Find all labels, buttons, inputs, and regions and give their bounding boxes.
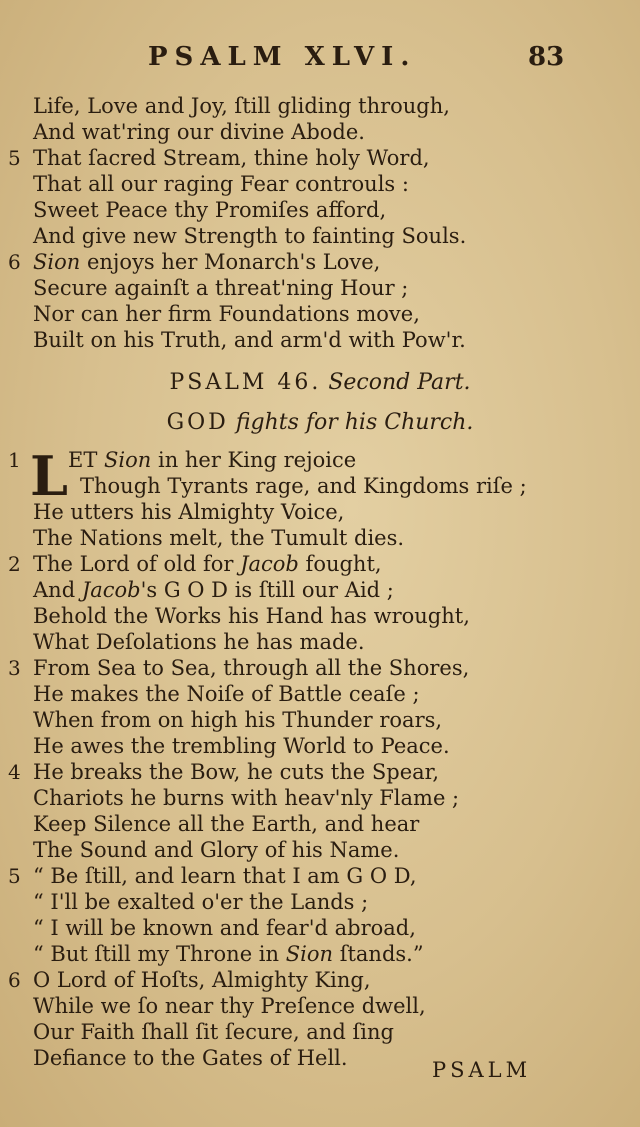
verse-line xyxy=(0,249,640,275)
line-text: He makes the Noiſe of Battle ceaſe ; xyxy=(33,682,420,706)
verse-line xyxy=(0,785,640,811)
verse-line xyxy=(0,707,640,733)
verse-line xyxy=(0,967,640,993)
line-text xyxy=(33,551,382,577)
verse-line xyxy=(0,499,640,525)
line-text: He breaks the Bow, he cuts the Spear, xyxy=(33,760,440,784)
line-rest: in her King rejoice xyxy=(151,448,357,472)
line-text: “ I will be known and fear'd abroad, xyxy=(33,916,416,940)
line-rest: fought, xyxy=(298,552,382,576)
verse-number: 6 xyxy=(8,968,21,992)
line-text: Built on his Truth, and arm'd with Pow'r. xyxy=(33,328,466,352)
line-text: Life, Love and Joy, ſtill gliding through, xyxy=(33,94,450,118)
verse-line xyxy=(0,525,640,551)
line-text xyxy=(33,941,424,967)
section-subheading xyxy=(0,405,640,441)
line-start: The Lord of old for xyxy=(33,552,241,576)
line-text: Secure againſt a threat'ning Hour ; xyxy=(33,276,409,300)
verse-line xyxy=(0,629,640,655)
line-text: Though Tyrants rage, and Kingdoms riſe ; xyxy=(80,474,527,498)
catchword: PSALM xyxy=(432,1058,532,1082)
verse-number: 6 xyxy=(8,250,21,274)
line-text: The Nations melt, the Tumult dies. xyxy=(33,526,405,550)
verse-line xyxy=(0,223,640,249)
verse-line xyxy=(0,119,640,145)
line-rest: 's G O D is ſtill our Aid ; xyxy=(140,578,394,602)
line-text xyxy=(33,249,380,275)
verse-number: 2 xyxy=(8,552,21,576)
page-number: 83 xyxy=(528,42,565,72)
proper-name: Sion xyxy=(104,448,152,472)
heading-italic: Second Part. xyxy=(328,370,471,395)
verse-line xyxy=(0,811,640,837)
line-text: Chariots he burns with heav'nly Flame ; xyxy=(33,786,460,810)
verse-line xyxy=(0,171,640,197)
verse-line xyxy=(0,733,640,759)
line-text: He awes the trembling World to Peace. xyxy=(33,734,450,758)
verse-number: 1 xyxy=(8,448,21,472)
proper-name: Sion xyxy=(33,250,81,274)
heading-caps: PSALM 46. xyxy=(169,370,322,395)
verse-line xyxy=(0,837,640,863)
line-text: And wat'ring our divine Abode. xyxy=(33,120,365,144)
drop-cap: L xyxy=(30,444,68,508)
verse-line xyxy=(0,275,640,301)
verse-number: 5 xyxy=(8,864,21,888)
verse-line xyxy=(0,327,640,353)
verse-line xyxy=(0,551,640,577)
line-text: Our Faith ſhall ſit ſecure, and ſing xyxy=(33,1020,394,1044)
verse-line xyxy=(0,473,640,499)
running-title: PSALM XLVI. xyxy=(148,42,417,72)
verse-number: 4 xyxy=(8,760,21,784)
proper-name: Sion xyxy=(285,942,334,966)
line-text: O Lord of Hoſts, Almighty King, xyxy=(33,968,371,992)
running-head xyxy=(0,42,640,78)
verse-line xyxy=(0,197,640,223)
line-text: Keep Silence all the Earth, and hear xyxy=(33,812,420,836)
verse-line xyxy=(0,655,640,681)
line-text: Defiance to the Gates of Hell. xyxy=(33,1046,348,1070)
section-heading xyxy=(0,361,640,405)
verse-line xyxy=(0,915,640,941)
line-start: And xyxy=(33,578,82,602)
verse-number: 5 xyxy=(8,146,21,170)
line-text: That ſacred Stream, thine holy Word, xyxy=(33,146,430,170)
line-text: And give new Strength to fainting Souls. xyxy=(33,224,467,248)
proper-name: Jacob xyxy=(81,578,141,602)
verse-line xyxy=(0,93,640,119)
line-text: The Sound and Glory of his Name. xyxy=(33,838,400,862)
line-text: Sweet Peace thy Promiſes afford, xyxy=(33,198,387,222)
line-text xyxy=(33,577,394,603)
line-start: ET xyxy=(68,448,105,472)
line-text: From Sea to Sea, through all the Shores, xyxy=(33,656,470,680)
line-text: “ Be ſtill, and learn that I am G O D, xyxy=(33,864,417,888)
verse-line xyxy=(0,863,640,889)
line-start: “ But ſtill my Throne in xyxy=(33,942,286,966)
psalm-text xyxy=(0,93,640,1071)
line-text xyxy=(68,447,356,473)
verse-line xyxy=(0,681,640,707)
verse-number: 3 xyxy=(8,656,21,680)
line-text: He utters his Almighty Voice, xyxy=(33,500,345,524)
line-rest: ſtands.” xyxy=(333,942,424,966)
verse-line xyxy=(0,889,640,915)
verse-line xyxy=(0,759,640,785)
subheading-italic: fights for his Church. xyxy=(235,410,474,435)
verse-line xyxy=(0,993,640,1019)
proper-name: Jacob xyxy=(240,552,299,576)
verse-line xyxy=(0,145,640,171)
line-text: What Deſolations he has made. xyxy=(33,630,365,654)
line-text: “ I'll be exalted o'er the Lands ; xyxy=(33,890,369,914)
verse-line xyxy=(0,577,640,603)
verse-line xyxy=(0,603,640,629)
line-text: Nor can her firm Foundations move, xyxy=(33,302,420,326)
line-text: Behold the Works his Hand has wrought, xyxy=(33,604,470,628)
subheading-caps: GOD xyxy=(166,410,229,435)
line-rest: enjoys her Monarch's Love, xyxy=(80,250,381,274)
line-text: While we ſo near thy Preſence dwell, xyxy=(33,994,426,1018)
line-text: When from on high his Thunder roars, xyxy=(33,708,443,732)
verse-line xyxy=(0,1045,640,1071)
line-text: That all our raging Fear controuls : xyxy=(33,172,409,196)
verse-line xyxy=(0,301,640,327)
verse-line xyxy=(0,1019,640,1045)
verse-line xyxy=(0,941,640,967)
